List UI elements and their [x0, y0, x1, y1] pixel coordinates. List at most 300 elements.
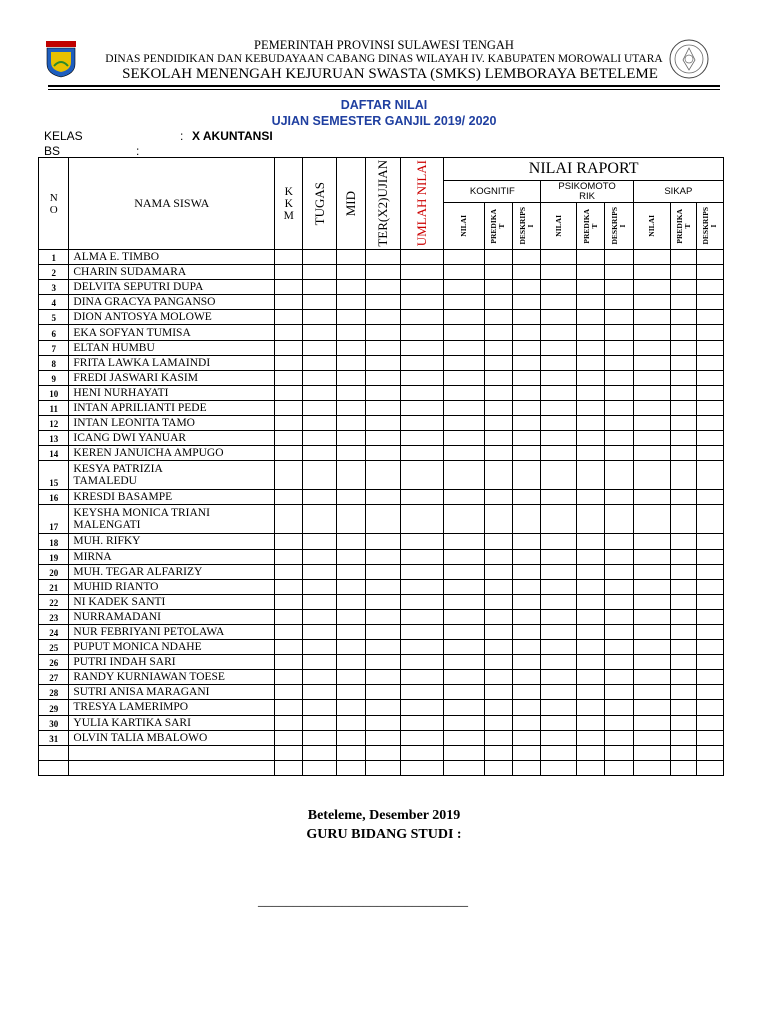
grade-cell [336, 295, 365, 310]
grade-cell [697, 325, 724, 340]
student-name: TRESYA LAMERIMPO [69, 700, 275, 715]
grade-cell [697, 310, 724, 325]
sikap-predikat-header: PREDIKA T [671, 203, 697, 250]
student-number: 22 [39, 594, 69, 609]
grade-cell [275, 730, 303, 745]
student-name [69, 745, 275, 760]
grade-cell [671, 579, 697, 594]
grade-cell [513, 355, 541, 370]
grade-cell [366, 670, 400, 685]
bs-label: BS [44, 144, 61, 158]
grade-cell [444, 325, 485, 340]
grade-cell [633, 490, 670, 505]
grade-cell [633, 534, 670, 549]
grade-cell [513, 446, 541, 461]
grade-cell [366, 609, 400, 624]
grade-cell [671, 685, 697, 700]
grade-cell [671, 461, 697, 490]
signature-place-date: Beteleme, Desember 2019 [307, 808, 461, 823]
grade-cell [400, 340, 444, 355]
grade-cell [541, 490, 576, 505]
grade-cell [671, 549, 697, 564]
grade-cell [444, 549, 485, 564]
grade-cell [605, 385, 633, 400]
grade-cell [513, 564, 541, 579]
table-row [39, 730, 724, 745]
grade-cell [303, 579, 336, 594]
grade-cell [444, 355, 485, 370]
grade-cell [671, 564, 697, 579]
grade-cell [366, 760, 400, 775]
student-number: 14 [39, 446, 69, 461]
grade-cell [400, 295, 444, 310]
grade-cell [484, 370, 512, 385]
grade-cell [513, 325, 541, 340]
grade-cell [671, 609, 697, 624]
grade-cell [444, 431, 485, 446]
grade-cell [576, 370, 604, 385]
student-name [69, 760, 275, 775]
table-row [39, 534, 724, 549]
grade-cell [336, 370, 365, 385]
grade-cell [671, 416, 697, 431]
grade-cell [366, 730, 400, 745]
grade-cell [400, 730, 444, 745]
table-row [39, 385, 724, 400]
grade-cell [400, 624, 444, 639]
grade-cell [275, 534, 303, 549]
grade-cell [303, 400, 336, 415]
grade-cell [671, 730, 697, 745]
student-number: 3 [39, 280, 69, 295]
grade-cell [576, 594, 604, 609]
grade-cell [484, 609, 512, 624]
grade-cell [303, 715, 336, 730]
grade-cell [366, 416, 400, 431]
grade-cell [541, 340, 576, 355]
grade-cell [275, 564, 303, 579]
grade-cell [336, 310, 365, 325]
grade-cell [671, 355, 697, 370]
grade-cell [697, 594, 724, 609]
grade-cell [605, 745, 633, 760]
grade-cell [366, 325, 400, 340]
grade-cell [484, 594, 512, 609]
grade-cell [697, 579, 724, 594]
grade-cell [303, 760, 336, 775]
kognitif-deskripsi-header: DESKRIPS I [513, 203, 541, 250]
grade-cell [513, 250, 541, 265]
grade-cell [633, 670, 670, 685]
grade-cell [633, 265, 670, 280]
grade-cell [484, 265, 512, 280]
grade-cell [366, 295, 400, 310]
grade-cell [633, 280, 670, 295]
grade-cell [484, 685, 512, 700]
grade-cell [275, 490, 303, 505]
grade-cell [444, 670, 485, 685]
grade-cell [275, 265, 303, 280]
student-rows [39, 250, 724, 776]
col-header-tugas: TUGAS [303, 158, 336, 250]
grade-cell [541, 609, 576, 624]
grade-cell [366, 310, 400, 325]
grade-cell [513, 310, 541, 325]
grade-cell [697, 370, 724, 385]
grade-cell [576, 700, 604, 715]
grade-cell [605, 700, 633, 715]
col-header-mid: MID [336, 158, 365, 250]
grade-cell [513, 340, 541, 355]
grade-cell [366, 265, 400, 280]
grade-cell [275, 624, 303, 639]
grade-cell [275, 609, 303, 624]
grade-cell [576, 640, 604, 655]
student-name: NUR FEBRIYANI PETOLAWA [69, 624, 275, 639]
grade-cell [697, 416, 724, 431]
grade-cell [400, 250, 444, 265]
grade-cell [303, 640, 336, 655]
grade-cell [513, 385, 541, 400]
grade-cell [336, 250, 365, 265]
grade-cell [336, 715, 365, 730]
student-name: FREDI JASWARI KASIM [69, 370, 275, 385]
grade-cell [671, 310, 697, 325]
col-header-kkm: K K M [275, 158, 303, 250]
grade-cell [444, 505, 485, 534]
student-number: 16 [39, 490, 69, 505]
grade-cell [303, 310, 336, 325]
grade-cell [275, 250, 303, 265]
grade-cell [605, 446, 633, 461]
grade-cell [275, 655, 303, 670]
grade-cell [541, 385, 576, 400]
student-number: 30 [39, 715, 69, 730]
grade-cell [513, 670, 541, 685]
grade-cell [275, 431, 303, 446]
grade-cell [484, 700, 512, 715]
grade-cell [633, 416, 670, 431]
student-number: 5 [39, 310, 69, 325]
grade-cell [400, 655, 444, 670]
grade-cell [484, 564, 512, 579]
table-row [39, 370, 724, 385]
grade-cell [576, 564, 604, 579]
student-name: KESYA PATRIZIA TAMALEDU [69, 461, 275, 490]
table-row [39, 549, 724, 564]
grade-cell [576, 250, 604, 265]
grade-cell [513, 370, 541, 385]
grade-cell [303, 505, 336, 534]
grade-cell [366, 340, 400, 355]
grade-cell [303, 745, 336, 760]
grade-cell [633, 370, 670, 385]
grade-cell [303, 325, 336, 340]
department-header: DINAS PENDIDIKAN DAN KEBUDAYAAN CABANG DINAS WILAYAH IV. KABUPATEN MOROWALI UTARA [105, 53, 663, 65]
grade-cell [605, 549, 633, 564]
grade-cell [605, 431, 633, 446]
grade-cell [697, 431, 724, 446]
grade-cell [336, 431, 365, 446]
student-name: RANDY KURNIAWAN TOESE [69, 670, 275, 685]
grade-cell [633, 310, 670, 325]
grade-cell [275, 325, 303, 340]
group-kognitif: KOGNITIF [444, 181, 541, 203]
grade-cell [671, 325, 697, 340]
grade-cell [541, 325, 576, 340]
grade-cell [605, 505, 633, 534]
grade-cell [541, 431, 576, 446]
grade-cell [303, 549, 336, 564]
student-number: 11 [39, 400, 69, 415]
grade-cell [513, 431, 541, 446]
grade-cell [303, 446, 336, 461]
grade-cell [336, 609, 365, 624]
grade-cell [541, 715, 576, 730]
grade-cell [400, 505, 444, 534]
grade-cell [541, 640, 576, 655]
grade-cell [484, 340, 512, 355]
grade-cell [541, 700, 576, 715]
grade-cell [605, 295, 633, 310]
grade-cell [444, 416, 485, 431]
government-header: PEMERINTAH PROVINSI SULAWESI TENGAH [254, 38, 514, 52]
grade-cell [336, 490, 365, 505]
grade-cell [671, 490, 697, 505]
grade-cell [541, 534, 576, 549]
grade-cell [444, 280, 485, 295]
grade-cell [576, 416, 604, 431]
grade-cell [671, 700, 697, 715]
grade-cell [576, 340, 604, 355]
grade-cell [336, 340, 365, 355]
grade-cell [400, 461, 444, 490]
table-row [39, 355, 724, 370]
grade-cell [633, 385, 670, 400]
table-row [39, 760, 724, 775]
table-row [39, 670, 724, 685]
grade-cell [303, 355, 336, 370]
grade-cell [633, 760, 670, 775]
grade-cell [275, 280, 303, 295]
grade-cell [275, 340, 303, 355]
sikap-deskripsi-header: DESKRIPS I [697, 203, 724, 250]
grade-cell [444, 310, 485, 325]
grade-cell [541, 564, 576, 579]
grade-cell [444, 685, 485, 700]
grade-cell [366, 280, 400, 295]
grade-cell [697, 564, 724, 579]
grade-cell [303, 685, 336, 700]
table-row [39, 250, 724, 265]
grade-cell [605, 355, 633, 370]
grade-cell [303, 490, 336, 505]
grade-cell [697, 624, 724, 639]
grade-cell [671, 370, 697, 385]
grade-cell [275, 549, 303, 564]
student-number: 13 [39, 431, 69, 446]
grade-cell [484, 461, 512, 490]
grade-cell [576, 609, 604, 624]
grade-cell [484, 325, 512, 340]
table-row [39, 340, 724, 355]
grade-cell [444, 700, 485, 715]
grade-cell [303, 295, 336, 310]
grade-cell [671, 250, 697, 265]
grade-cell [484, 670, 512, 685]
student-name: MUH. TEGAR ALFARIZY [69, 564, 275, 579]
grade-cell [697, 730, 724, 745]
bs-colon: : [136, 144, 140, 158]
grade-cell [576, 655, 604, 670]
student-number: 18 [39, 534, 69, 549]
grade-cell [400, 310, 444, 325]
grade-cell [605, 640, 633, 655]
grade-cell [605, 250, 633, 265]
grade-cell [671, 670, 697, 685]
grade-cell [366, 655, 400, 670]
grade-cell [484, 310, 512, 325]
grades-table [38, 157, 724, 776]
student-number: 26 [39, 655, 69, 670]
grade-cell [576, 355, 604, 370]
grade-cell [400, 549, 444, 564]
grade-cell [633, 549, 670, 564]
grade-cell [541, 549, 576, 564]
grade-cell [336, 730, 365, 745]
student-number: 6 [39, 325, 69, 340]
grade-cell [671, 534, 697, 549]
student-name: EKA SOFYAN TUMISA [69, 325, 275, 340]
grade-cell [484, 416, 512, 431]
grade-cell [484, 655, 512, 670]
grade-cell [336, 685, 365, 700]
grade-cell [633, 250, 670, 265]
signature-role: GURU BIDANG STUDI : [306, 827, 462, 842]
grade-cell [366, 624, 400, 639]
student-number [39, 745, 69, 760]
grade-cell [275, 670, 303, 685]
grade-cell [400, 564, 444, 579]
kelas-colon: : [180, 129, 184, 143]
grade-cell [366, 640, 400, 655]
grade-cell [513, 461, 541, 490]
grade-cell [576, 730, 604, 745]
student-name: PUTRI INDAH SARI [69, 655, 275, 670]
grade-cell [513, 685, 541, 700]
grade-cell [541, 250, 576, 265]
grade-cell [303, 655, 336, 670]
signature-line: ______________________________ [258, 894, 468, 909]
student-name: NURRAMADANI [69, 609, 275, 624]
table-row [39, 715, 724, 730]
student-name: OLVIN TALIA MBALOWO [69, 730, 275, 745]
grade-cell [576, 446, 604, 461]
grade-cell [484, 490, 512, 505]
grade-cell [633, 446, 670, 461]
grade-cell [541, 461, 576, 490]
table-row [39, 624, 724, 639]
grade-cell [336, 624, 365, 639]
grade-cell [697, 295, 724, 310]
grade-cell [697, 446, 724, 461]
grade-cell [366, 370, 400, 385]
kognitif-nilai-header: NILAI [444, 203, 485, 250]
grade-cell [484, 760, 512, 775]
grade-cell [605, 534, 633, 549]
student-name: MUHID RIANTO [69, 579, 275, 594]
grade-cell [605, 490, 633, 505]
grade-cell [541, 730, 576, 745]
student-number: 27 [39, 670, 69, 685]
grade-cell [336, 416, 365, 431]
psikomotorik-nilai-header: NILAI [541, 203, 576, 250]
grade-cell [576, 715, 604, 730]
grade-cell [513, 280, 541, 295]
grade-cell [366, 685, 400, 700]
grade-cell [366, 564, 400, 579]
grade-cell [541, 594, 576, 609]
grade-cell [400, 760, 444, 775]
grade-cell [671, 446, 697, 461]
grade-cell [671, 655, 697, 670]
grade-cell [336, 355, 365, 370]
table-row [39, 325, 724, 340]
grade-cell [576, 325, 604, 340]
grade-cell [366, 745, 400, 760]
grade-cell [366, 715, 400, 730]
grade-cell [275, 461, 303, 490]
grade-cell [513, 700, 541, 715]
grade-cell [484, 280, 512, 295]
grade-cell [400, 400, 444, 415]
grade-cell [513, 416, 541, 431]
grade-cell [605, 579, 633, 594]
grade-cell [275, 446, 303, 461]
grade-cell [400, 370, 444, 385]
grade-cell [576, 549, 604, 564]
grade-cell [605, 461, 633, 490]
grade-cell [444, 579, 485, 594]
grade-cell [484, 640, 512, 655]
header-divider-thin [48, 89, 720, 90]
grade-cell [576, 295, 604, 310]
grade-cell [605, 624, 633, 639]
grade-cell [303, 370, 336, 385]
grade-cell [400, 745, 444, 760]
grade-cell [671, 280, 697, 295]
grade-cell [671, 385, 697, 400]
grade-cell [303, 624, 336, 639]
grade-cell [444, 564, 485, 579]
grade-cell [576, 265, 604, 280]
school-name-header: SEKOLAH MENENGAH KEJURUAN SWASTA (SMKS) LEMBORAYA BETELEME [122, 66, 658, 82]
grade-cell [400, 446, 444, 461]
grade-cell [576, 624, 604, 639]
grade-cell [484, 250, 512, 265]
grade-cell [275, 416, 303, 431]
grade-cell [541, 265, 576, 280]
grade-cell [541, 446, 576, 461]
grade-cell [400, 416, 444, 431]
grade-cell [444, 265, 485, 280]
grade-cell [484, 730, 512, 745]
grade-cell [366, 490, 400, 505]
grade-cell [366, 700, 400, 715]
grade-cell [513, 265, 541, 280]
grade-cell [484, 295, 512, 310]
col-header-nama-siswa: NAMA SISWA [69, 158, 275, 250]
